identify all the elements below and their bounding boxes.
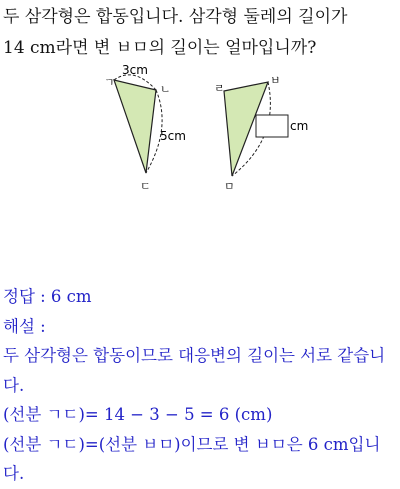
explanation-line-4: (선분 ㄱㄷ)=(선분 ㅂㅁ)이므로 변 ㅂㅁ은 6 cm입니	[3, 434, 381, 454]
answer-section	[3, 282, 399, 489]
right-side-length: 5cm	[160, 129, 186, 143]
question-line-2: 14 cm라면 변 ㅂㅁ의 길이는 얼마입니까?	[3, 38, 317, 58]
question-line-1: 두 삼각형은 합동입니다. 삼각형 둘레의 길이가	[3, 7, 348, 27]
vertex-label-nieun: ㄴ	[160, 83, 171, 96]
vertex-label-rieul: ㄹ	[214, 82, 225, 95]
top-side-length: 3cm	[122, 63, 148, 77]
vertex-label-digeut: ㄷ	[140, 180, 151, 193]
answer-box	[256, 115, 288, 137]
triangle-figure	[96, 58, 309, 198]
explanation-line-1: 두 삼각형은 합동이므로 대응변의 길이는 서로 같습니	[3, 346, 386, 365]
explanation-line-2: 다.	[3, 375, 25, 395]
answer-line-1: 정답 : 6 cm	[3, 287, 92, 306]
answer-box-unit: cm	[290, 119, 309, 133]
explanation-line-5: 다.	[3, 464, 25, 483]
vertex-label-mieum: ㅁ	[224, 180, 235, 193]
question	[3, 2, 399, 64]
vertex-label-bieup: ㅂ	[270, 74, 281, 87]
explanation-heading: 해설 :	[3, 316, 46, 336]
vertex-label-giyeok: ㄱ	[104, 76, 115, 89]
explanation-line-3: (선분 ㄱㄷ)= 14 − 3 − 5 = 6 (cm)	[3, 405, 273, 424]
left-triangle	[114, 80, 156, 173]
